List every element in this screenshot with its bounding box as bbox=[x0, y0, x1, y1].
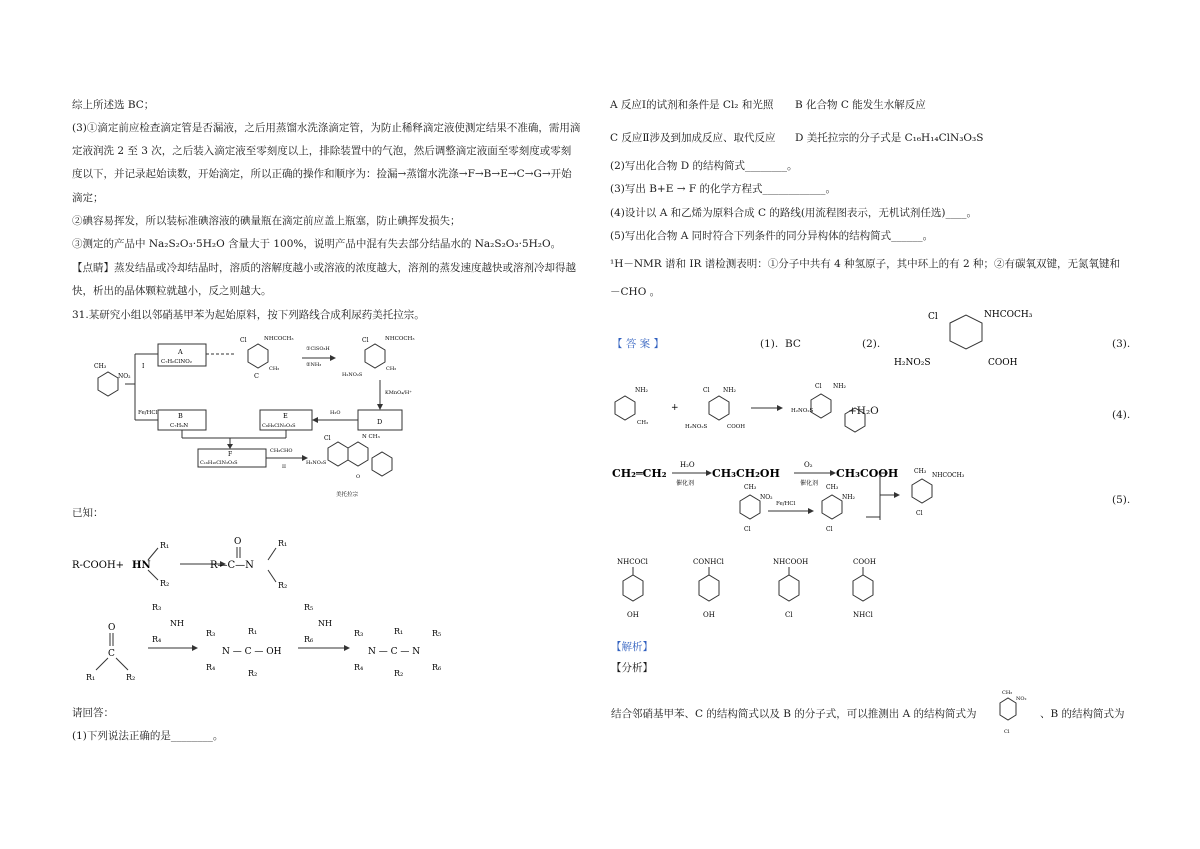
fenxi-tag: 【分析】 bbox=[611, 662, 653, 674]
reagent-h2o: H₂O bbox=[330, 410, 341, 416]
svg-text:R₃: R₃ bbox=[152, 603, 162, 612]
svg-text:CH₃: CH₃ bbox=[1002, 690, 1013, 696]
isomer-1 bbox=[617, 558, 649, 619]
r-c-n: R—C—N bbox=[210, 560, 254, 571]
svg-text:NO₂: NO₂ bbox=[760, 494, 773, 501]
text-line: 快，析出的晶体颗粒就越小，反之则越大。 bbox=[72, 285, 272, 297]
svg-text:R₅: R₅ bbox=[304, 603, 314, 612]
isomer-1-top: NHCOCl bbox=[617, 558, 648, 566]
svg-text:Cl: Cl bbox=[324, 435, 331, 442]
reagent-kmno4: KMnO₄/H⁺ bbox=[385, 390, 412, 396]
svg-text:CH₃: CH₃ bbox=[94, 363, 107, 370]
isomer-3-bottom: Cl bbox=[785, 611, 793, 619]
svg-text:Cl: Cl bbox=[703, 387, 710, 394]
box-f-label: F bbox=[228, 451, 233, 458]
svg-text:H₂NO₂S: H₂NO₂S bbox=[791, 408, 814, 414]
c-label: C bbox=[254, 372, 259, 380]
d-cooh: COOH bbox=[988, 358, 1018, 368]
g-h2no2s: H₂NO₂S bbox=[342, 372, 363, 378]
g-cl: Cl bbox=[240, 337, 247, 344]
ask-label: 请回答： bbox=[72, 707, 114, 719]
option-d: D 美托拉宗的分子式是 C₁₆H₁₄ClN₃O₃S bbox=[795, 132, 984, 144]
text-line: (3)①滴定前应检查滴定管是否漏液，之后用蒸馏水洗涤滴定管，为防止稀释滴定液使测定结果不准确，需用滴 bbox=[72, 122, 581, 134]
svg-text:H₂NO₂S: H₂NO₂S bbox=[306, 460, 327, 466]
reagent-1a: ①ClSO₃H bbox=[306, 346, 330, 352]
isomers-5 bbox=[615, 555, 895, 627]
roman-2: II bbox=[282, 464, 286, 470]
svg-text:O: O bbox=[234, 537, 242, 547]
d-nhcoch3: NHCOCH₃ bbox=[984, 310, 1033, 320]
box-a-label: A bbox=[178, 348, 183, 356]
equation-water: +H₂O bbox=[848, 405, 879, 417]
svg-text:R₄: R₄ bbox=[152, 635, 162, 644]
svg-text:N — C — OH: N — C — OH bbox=[222, 647, 282, 657]
svg-text:R₁: R₁ bbox=[394, 627, 404, 636]
svg-text:NH: NH bbox=[318, 619, 332, 628]
svg-text:R₁: R₁ bbox=[248, 627, 258, 636]
route-ethylene: CH₂═CH₂ bbox=[612, 467, 667, 480]
svg-text:H₂NO₂S: H₂NO₂S bbox=[685, 424, 708, 430]
svg-text:CH₃: CH₃ bbox=[744, 484, 757, 491]
known-label: 已知： bbox=[72, 507, 104, 519]
route-acid: CH₃COOH bbox=[836, 467, 899, 480]
svg-text:Cl: Cl bbox=[815, 383, 822, 390]
route-o2: O₂ bbox=[804, 461, 813, 469]
svg-text:N — C — N: N — C — N bbox=[368, 647, 421, 657]
svg-text:NH₂: NH₂ bbox=[842, 494, 855, 501]
question-2: (2)写出化合物 D 的结构简式________。 bbox=[610, 160, 798, 172]
g-nhcoch3: NHCOCH₃ bbox=[264, 336, 294, 342]
svg-text:R₁: R₁ bbox=[278, 539, 288, 548]
svg-text:R₃: R₃ bbox=[354, 629, 364, 638]
svg-text:NH: NH bbox=[170, 619, 184, 628]
compound-a-inline bbox=[990, 685, 1032, 740]
svg-text:N CH₃: N CH₃ bbox=[362, 434, 380, 440]
answer-5-num: (5). bbox=[1112, 494, 1131, 506]
answer-1-num: (1). bbox=[760, 338, 779, 350]
isomer-4-top: COOH bbox=[853, 558, 876, 566]
question-5: (5)写出化合物 A 同时符合下列条件的同分异构体的结构简式______。 bbox=[610, 230, 934, 242]
isomer-1-bottom: OH bbox=[627, 611, 639, 619]
isomer-2-top: CONHCl bbox=[693, 558, 724, 566]
route-4 bbox=[608, 455, 1008, 555]
analysis-tag: 【解析】 bbox=[611, 641, 653, 653]
question-5-condition: ¹H－NMR 谱和 IR 谱检测表明：①分子中共有 4 种氢原子，其中环上的有 2 种；②有碳氧双键，无氮氧键和 bbox=[610, 258, 1120, 270]
question-3: (3)写出 B+E → F 的化学方程式____________。 bbox=[610, 183, 836, 195]
box-e-formula: C₈H₉ClN₂O₃S bbox=[262, 423, 296, 429]
text-line: 滴定； bbox=[72, 192, 104, 204]
known-c: C bbox=[108, 649, 115, 659]
roman-1: I bbox=[142, 363, 145, 370]
product-name: 美托拉宗 bbox=[336, 492, 359, 498]
isomer-2-bottom: OH bbox=[703, 611, 715, 619]
svg-text:R₅: R₅ bbox=[432, 629, 442, 638]
box-d-label: D bbox=[377, 418, 383, 426]
option-c: C 反应Ⅱ涉及到加成反应、取代反应 bbox=[610, 132, 776, 144]
svg-text:Cl: Cl bbox=[826, 526, 833, 533]
svg-text:NO₂: NO₂ bbox=[1016, 696, 1027, 702]
last-line-b: 、B 的结构简式为 bbox=[1040, 708, 1125, 720]
hn-text: HN bbox=[132, 560, 151, 571]
svg-text:NHCOCH₃: NHCOCH₃ bbox=[932, 472, 965, 479]
box-e-label: E bbox=[283, 412, 288, 420]
text-line: 度以下，并记录起始读数，开始滴定，所以正确的操作和顺序为：捡漏→蒸馏水洗涤→F→B→E→C→G→开始 bbox=[72, 168, 572, 180]
svg-text:R₂: R₂ bbox=[278, 581, 288, 590]
reagent-fe: Fe/HCl bbox=[138, 410, 158, 416]
svg-text:R₄: R₄ bbox=[354, 663, 364, 672]
option-a: A 反应Ⅰ的试剂和条件是 Cl₂ 和光照 bbox=[610, 99, 774, 111]
route-cat-1: 催化剂 bbox=[676, 480, 695, 487]
text-line: ③测定的产品中 Na₂S₂O₃·5H₂O 含量大于 100%，说明产品中混有失去部分结晶水的 Na₂S₂O₃·5H₂O。 bbox=[72, 238, 562, 250]
svg-text:R₂: R₂ bbox=[126, 673, 136, 682]
route-h2o: H₂O bbox=[680, 461, 695, 469]
compound-d-structure bbox=[890, 305, 1060, 380]
svg-text:R₁: R₁ bbox=[160, 541, 170, 550]
answer-1-value: BC bbox=[785, 338, 801, 350]
svg-text:CH₃: CH₃ bbox=[826, 484, 839, 491]
box-f-formula: C₁₆H₁₆ClN₃O₃S bbox=[200, 460, 238, 466]
svg-text:R₂: R₂ bbox=[394, 669, 404, 678]
known-o: O bbox=[108, 623, 116, 633]
svg-text:CH₃: CH₃ bbox=[914, 468, 927, 475]
isomer-3-top: NHCOOH bbox=[773, 558, 809, 566]
svg-text:Cl: Cl bbox=[928, 312, 938, 322]
text-line: 【点睛】蒸发结晶或冷却结晶时，溶质的溶解度越小或溶液的浓度越大，溶剂的蒸发速度越快或溶剂冷却得越 bbox=[72, 262, 576, 274]
svg-text:NH₂: NH₂ bbox=[833, 383, 846, 390]
svg-text:CH₃: CH₃ bbox=[637, 420, 649, 426]
svg-text:Cl: Cl bbox=[1004, 729, 1010, 735]
answer-2-num: (2). bbox=[862, 338, 881, 350]
isomer-4 bbox=[853, 558, 876, 619]
text-line: ②碘容易挥发，所以装标准碘溶液的碘量瓶在滴定前应盖上瓶塞，防止碘挥发损失； bbox=[72, 215, 461, 227]
box-a-formula: C₇H₆ClNO₂ bbox=[161, 359, 192, 365]
svg-text:COOH: COOH bbox=[727, 424, 746, 430]
svg-text:R₃: R₃ bbox=[206, 629, 216, 638]
svg-text:Cl: Cl bbox=[362, 337, 369, 344]
isomer-4-bottom: NHCl bbox=[853, 611, 873, 619]
svg-text:CH₃: CH₃ bbox=[386, 366, 397, 372]
answer-4-num: (4). bbox=[1112, 409, 1131, 421]
reagent-ch3cho: CH₃CHO bbox=[270, 448, 293, 454]
isomer-3 bbox=[773, 558, 808, 619]
question-31-stem: 31.某研究小组以邻硝基甲苯为起始原料，按下列路线合成利尿药美托拉宗。 bbox=[72, 309, 425, 321]
question-5-condition-2: －CHO 。 bbox=[610, 286, 661, 298]
last-line-a: 结合邻硝基甲苯、C 的结构简式以及 B 的分子式，可以推测出 A 的结构简式为 bbox=[611, 708, 977, 720]
route-cat-2: 催化剂 bbox=[800, 480, 819, 487]
answer-tag: 【 答 案 】 bbox=[612, 338, 665, 350]
svg-text:NHCOCH₃: NHCOCH₃ bbox=[385, 336, 415, 342]
g-ch3: CH₃ bbox=[269, 366, 280, 372]
svg-text:R₆: R₆ bbox=[304, 635, 314, 644]
svg-text:R₆: R₆ bbox=[432, 663, 442, 672]
route-fe: Fe/HCl bbox=[776, 501, 796, 507]
known-reactions bbox=[72, 530, 492, 700]
isomer-2 bbox=[693, 558, 725, 619]
svg-text:R₂: R₂ bbox=[160, 579, 170, 588]
svg-text:O: O bbox=[356, 474, 361, 480]
question-4: (4)设计以 A 和乙烯为原料合成 C 的路线(用流程图表示，无机试剂任选)____。 bbox=[610, 207, 978, 219]
d-h2no2s: H₂NO₂S bbox=[894, 358, 931, 368]
reagent-1b: ②NH₃ bbox=[306, 362, 322, 368]
svg-text:R₂: R₂ bbox=[248, 669, 258, 678]
synthesis-scheme bbox=[80, 330, 500, 500]
text-line: 定液润洗 2 至 3 次，之后装入滴定液至零刻度以上，排除装置中的气泡，然后调整滴定液面至零刻度或零刻 bbox=[72, 145, 572, 157]
svg-text:Cl: Cl bbox=[744, 526, 751, 533]
g-no2: NO₂ bbox=[118, 373, 131, 380]
text-line: 综上所述选 BC； bbox=[72, 99, 155, 111]
svg-text:R₁: R₁ bbox=[86, 673, 96, 682]
option-b: B 化合物 C 能发生水解反应 bbox=[795, 99, 926, 111]
svg-text:NH₂: NH₂ bbox=[635, 387, 648, 394]
route-ethanol: CH₃CH₂OH bbox=[712, 467, 780, 480]
question-1: (1)下列说法正确的是________。 bbox=[72, 730, 224, 742]
answer-3-num: (3). bbox=[1112, 338, 1131, 350]
r-cooh: R-COOH+ bbox=[72, 560, 125, 571]
svg-text:R₄: R₄ bbox=[206, 663, 216, 672]
svg-text:Cl: Cl bbox=[916, 510, 923, 517]
svg-text:NH₂: NH₂ bbox=[723, 387, 736, 394]
box-b-formula: C₇H₉N bbox=[170, 423, 189, 429]
svg-text:+: + bbox=[671, 403, 679, 413]
box-b-label: B bbox=[178, 412, 183, 420]
